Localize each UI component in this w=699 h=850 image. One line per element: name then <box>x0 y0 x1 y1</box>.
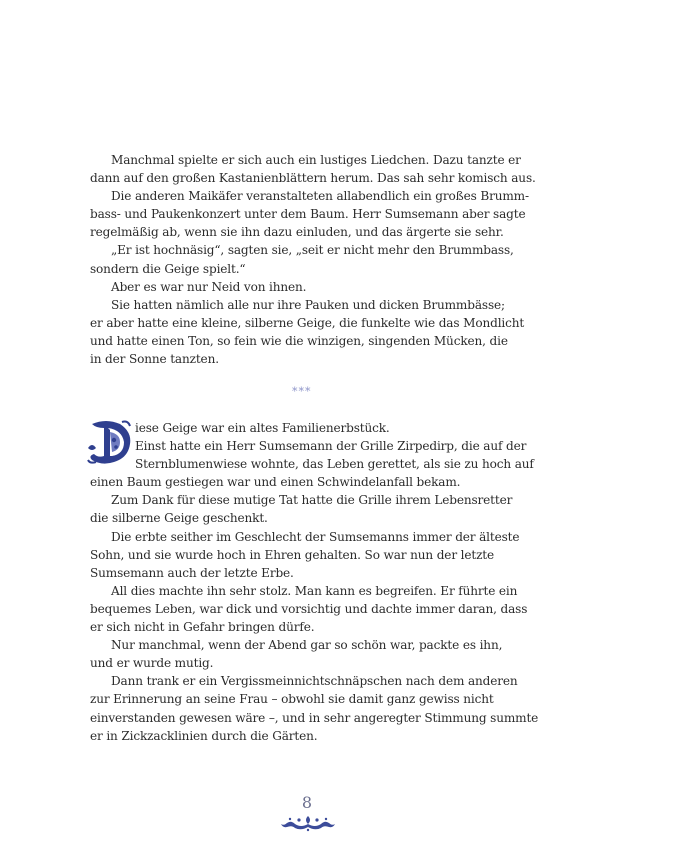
text-line: „Er ist hochnäsig“, sagten sie, „seit er nicht mehr den Brummbass, <box>111 243 514 258</box>
text-block-top <box>90 151 536 368</box>
text-line: er in Zickzacklinien durch die Gärten. <box>90 728 318 743</box>
text-line: Die anderen Maikäfer veranstalteten allabendlich ein großes Brumm- <box>111 189 529 204</box>
text-line: Manchmal spielte er sich auch ein lustiges Liedchen. Dazu tanzte er <box>111 153 521 167</box>
text-line: Sternblumenwiese wohnte, das Leben gerettet, als sie zu hoch auf <box>135 457 534 472</box>
text-line: bequemes Leben, war dick und vorsichtig und dachte immer daran, dass <box>90 601 528 616</box>
text-line: die silberne Geige geschenkt. <box>90 511 268 526</box>
text-line: zur Erinnerung an seine Frau – obwohl sie damit ganz gewiss nicht <box>90 692 494 707</box>
text-line: iese Geige war ein altes Familienerbstück. <box>135 421 390 435</box>
text-line: Nur manchmal, wenn der Abend gar so schön war, packte es ihn, <box>111 638 503 653</box>
text-line: bass- und Paukenkonzert unter dem Baum. Herr Sumsemann aber sagte <box>90 207 526 222</box>
text-line: Dann trank er ein Vergissmeinnichtschnäpschen nach dem anderen <box>111 674 518 689</box>
text-line: in der Sonne tanzten. <box>90 352 219 367</box>
text-line: Sumsemann auch der letzte Erbe. <box>90 565 294 580</box>
text-line: sondern die Geige spielt.“ <box>90 261 246 276</box>
text-line: Aber es war nur Neid von ihnen. <box>111 279 307 294</box>
text-line: und hatte einen Ton, so fein wie die winzigen, singenden Mücken, die <box>90 333 508 348</box>
section-separator: *** <box>292 385 312 398</box>
text-line: Sie hatten nämlich alle nur ihre Pauken und dicken Brummbässe; <box>111 297 505 312</box>
text-line: Einst hatte ein Herr Sumsemann der Grille Zirpedirp, die auf der <box>135 439 527 454</box>
text-line: dann auf den großen Kastanienblättern herum. Das sah sehr komisch aus. <box>90 171 536 186</box>
text-line: er sich nicht in Gefahr bringen dürfe. <box>90 620 315 635</box>
text-block-bottom <box>90 419 539 745</box>
text-line: Sohn, und sie wurde hoch in Ehren gehalten. So war nun der letzte <box>90 547 495 562</box>
text-line: und er wurde mutig. <box>90 656 214 671</box>
text-line: einverstanden gewesen wäre –, und in sehr angeregter Stimmung summte <box>90 710 539 725</box>
page-number: 8 <box>301 793 313 812</box>
text-line: regelmäßig ab, wenn sie ihn dazu einluden, und das ärgerte sie sehr. <box>90 225 504 240</box>
ornament-icon <box>279 814 337 832</box>
text-line: All dies machte ihn sehr stolz. Man kann es begreifen. Er führte ein <box>111 583 518 598</box>
text-line: er aber hatte eine kleine, silberne Geige, die funkelte wie das Mondlicht <box>90 315 525 330</box>
text-line: einen Baum gestiegen war und einen Schwindelanfall bekam. <box>90 475 461 490</box>
text-line: Zum Dank für diese mutige Tat hatte die Grille ihrem Lebensretter <box>111 493 513 508</box>
text-line: Die erbte seither im Geschlecht der Sumsemanns immer der älteste <box>111 529 520 544</box>
